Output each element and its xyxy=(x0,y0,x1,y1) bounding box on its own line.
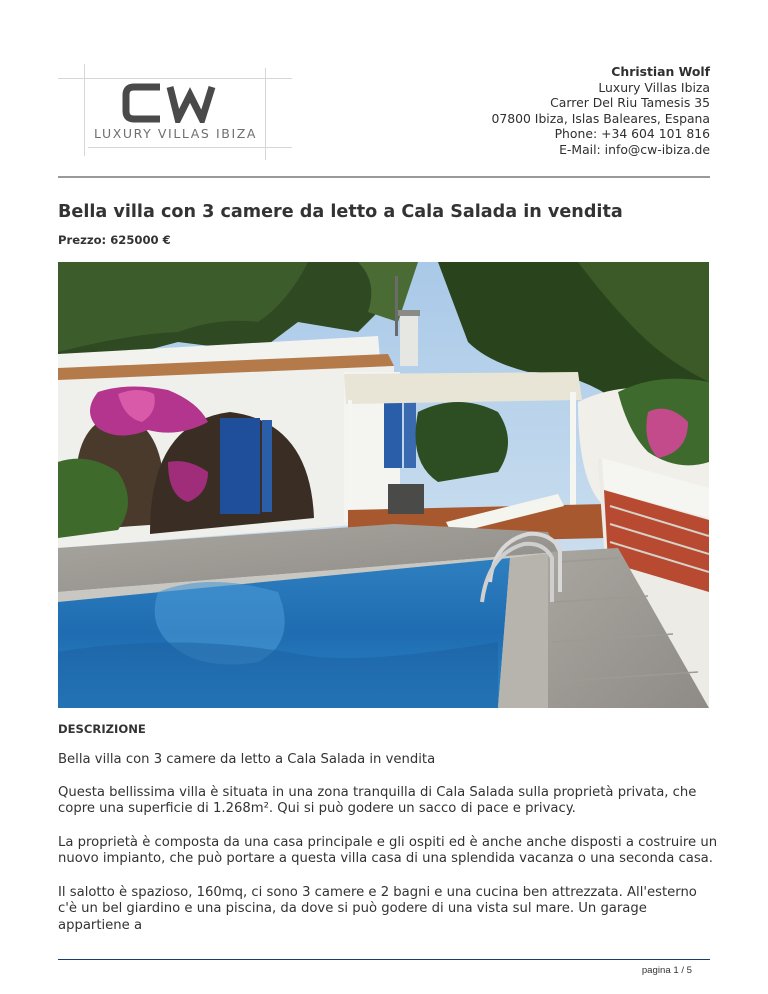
logo-frame-line xyxy=(88,147,292,148)
logo-cw-mark xyxy=(120,83,224,123)
header-divider xyxy=(58,176,710,178)
contact-block xyxy=(491,64,710,158)
footer-divider xyxy=(58,959,710,960)
contact-street: Carrer Del Riu Tamesis 35 xyxy=(550,95,710,111)
villa-photo-illustration xyxy=(58,262,709,708)
contact-name: Christian Wolf xyxy=(611,64,710,79)
description-paragraph: Il salotto è spazioso, 160mq, ci sono 3 camere e 2 bagni e una cucina ben attrezzata. All'esterno c'è un bel giardino e una piscina, da dove si può godere di una vista sul mare. Un garage appartiene a xyxy=(58,885,697,933)
logo-frame-line xyxy=(84,64,85,156)
logo-cw-glyphs xyxy=(120,83,224,123)
logo-frame-line xyxy=(265,68,266,160)
description-heading: DESCRIZIONE xyxy=(58,722,146,736)
contact-company: Luxury Villas Ibiza xyxy=(598,79,710,95)
description-paragraph: Questa bellissima villa è situata in una zona tranquilla di Cala Salada sulla proprietà privata, che copre una superficie di 1.268m². Qui si può godere un sacco di pace e privacy. xyxy=(58,785,697,817)
description-paragraph: La proprietà è composta da una casa principale e gli ospiti ed è anche anche disposti a costruire un nuovo impianto, che può portare a questa villa casa di una splendida vacanza o una seconda casa. xyxy=(58,835,718,867)
description-paragraph: Bella villa con 3 camere da letto a Cala Salada in vendita xyxy=(58,752,436,767)
logo-tagline: LUXURY VILLAS IBIZA xyxy=(94,126,258,141)
contact-phone: Phone: +34 604 101 816 xyxy=(554,126,710,142)
logo-frame-line xyxy=(58,78,292,79)
villa-photo xyxy=(58,262,709,708)
contact-email[interactable]: E-Mail: info@cw-ibiza.de xyxy=(559,141,710,157)
page-number: pagina 1 / 5 xyxy=(641,965,692,976)
listing-price: Prezzo: 625000 € xyxy=(58,233,171,247)
contact-city: 07800 Ibiza, Islas Baleares, Espana xyxy=(491,110,710,126)
listing-title: Bella villa con 3 camere da letto a Cala Salada in vendita xyxy=(58,202,623,222)
company-logo xyxy=(58,64,292,160)
